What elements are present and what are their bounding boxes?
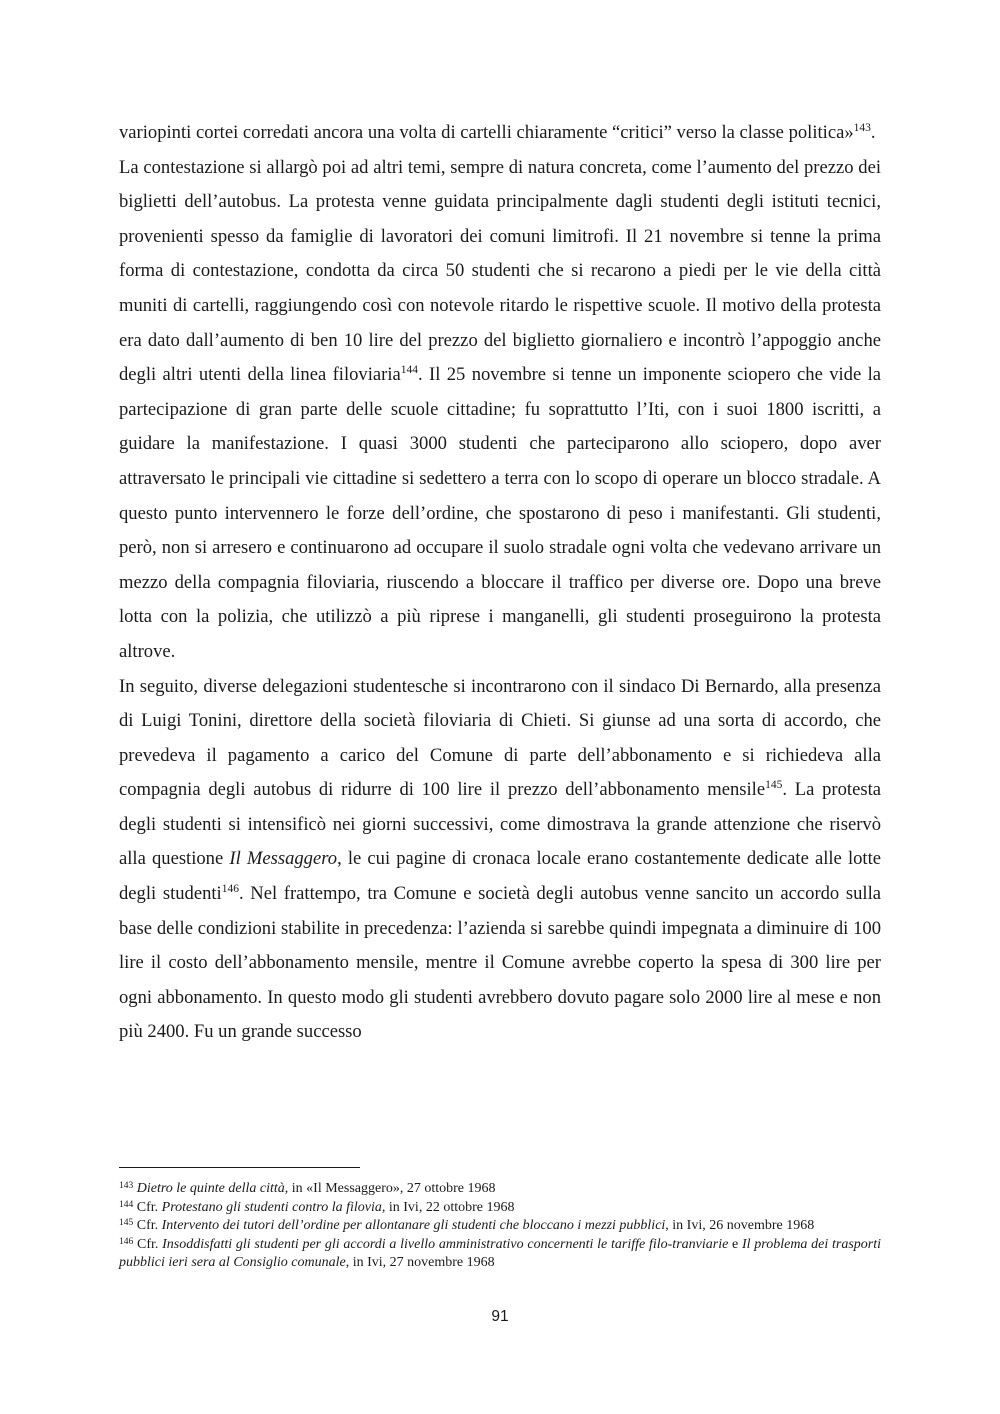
footnote-source-title: Il problema dei trasporti pubblici ieri sera al Consiglio comunale bbox=[119, 1236, 882, 1270]
footnote bbox=[119, 1236, 881, 1273]
footnote-citation: , in «Il Messaggero», 27 ottobre 1968 bbox=[284, 1181, 496, 1196]
body-text bbox=[119, 116, 881, 1050]
footnote bbox=[119, 1217, 881, 1236]
page-number: 91 bbox=[491, 1308, 509, 1325]
footnote-citation: in Ivi, 22 ottobre 1968 bbox=[385, 1199, 515, 1215]
footnotes bbox=[119, 1180, 881, 1273]
footnote-reference[interactable]: 146 bbox=[221, 883, 239, 896]
footnote bbox=[119, 1199, 881, 1218]
paragraph-text: . La protesta degli studenti si intensificò nei giorni successivi, come dimostrava la grande attenzione che riservò alla questione bbox=[119, 779, 881, 870]
paragraph-text: . bbox=[870, 122, 876, 143]
footnote-source-title: Insoddisfatti gli studenti per gli accordi a livello amministrativo concernenti le tariffe filo-tranviarie bbox=[162, 1236, 729, 1252]
paragraph bbox=[119, 670, 881, 1051]
paragraph bbox=[119, 151, 881, 670]
footnote-prefix: Cfr. bbox=[136, 1199, 162, 1215]
footnote-number: 144 bbox=[119, 1199, 134, 1210]
footnote-source-title: Dietro le quinte della città bbox=[136, 1181, 285, 1196]
paragraph-text: , le cui pagine di cronaca locale erano costantemente dedicate alle lotte degli studenti bbox=[119, 848, 881, 905]
footnote-citation: , in Ivi, 27 novembre 1968 bbox=[345, 1255, 495, 1270]
paragraph-text: La contestazione si allargò poi ad altri temi, sempre di natura concreta, come l’aumento del prezzo dei biglietti dell’autobus. La protesta venne guidata principalmente dagli studenti degli istituti tecnici, provenienti spesso da famiglie di lavoratori dei comuni limitrofi. Il 21 novembre si tenne la prima forma di contestazione, condotta da circa 50 studenti che si recarono a piedi per le vie della città muniti di cartelli, raggiungendo così con notevole ritardo le rispettive scuole. Il motivo della protesta era dato dall’aumento di ben 10 lire del prezzo del biglietto giornaliero e incontrò l’appoggio anche degli altri utenti della linea filoviaria bbox=[119, 156, 881, 386]
paragraph-text: . Nel frattempo, tra Comune e società degli autobus venne sancito un accordo sulla base delle condizioni stabilite in precedenza: l’azienda si sarebbe quindi impegnata a diminuire di 100 lire il costo dell’abbonamento mensile, mentre il Comune avrebbe coperto la spesa di 300 lire per ogni abbonamento. In questo modo gli studenti avrebbero dovuto pagare solo 2000 lire al mese e non più 2400. Fu un grande successo bbox=[119, 883, 881, 1043]
footnote-source-title: Protestano gli studenti contro la filovia, bbox=[161, 1199, 386, 1215]
footnote-number: 146 bbox=[119, 1236, 134, 1247]
footnote-reference[interactable]: 144 bbox=[400, 364, 418, 377]
paragraph bbox=[119, 116, 881, 151]
footnote-prefix: Cfr. bbox=[136, 1218, 162, 1233]
footnote-number: 145 bbox=[119, 1218, 134, 1228]
paragraph-text: . Il 25 novembre si tenne un imponente sciopero che vide la partecipazione di gran parte delle scuole cittadine; fu soprattutto l’Iti, con i suoi 1800 iscritti, a guidare la manifestazione. I quasi 3000 studenti che parteciparono allo sciopero, dopo aver attraversato le principali vie cittadine si sedettero a terra con lo scopo di operare un blocco stradale. A questo punto intervennero le forze dell’ordine, che spostarono di peso i manifestanti. Gli studenti, però, non si arresero e continuarono ad occupare il suolo stradale ogni volta che vedevano arrivare un mezzo della compagnia filoviaria, riuscendo a bloccare il traffico per diverse ore. Dopo una breve lotta con la polizia, che utilizzò a più riprese i manganelli, gli studenti proseguirono la protesta altrove. bbox=[119, 364, 882, 662]
footnote-prefix: Cfr. bbox=[137, 1236, 163, 1252]
paragraph-text: variopinti cortei corredati ancora una volta di cartelli chiaramente “critici” verso la classe politica» bbox=[119, 122, 854, 143]
newspaper-title: Il Messaggero bbox=[229, 848, 338, 870]
footnote-separator bbox=[119, 1167, 360, 1168]
paragraph-text: In seguito, diverse delegazioni studentesche si incontrarono con il sindaco Di Bernardo, alla presenza di Luigi Tonini, direttore della società filoviaria di Chieti. Si giunse ad una sorta di accordo, che prevedeva il pagamento a carico del Comune di parte dell’abbonamento e si richiedeva alla compagnia degli autobus di ridurre di 100 lire il prezzo dell’abbonamento mensile bbox=[119, 675, 881, 801]
footnote bbox=[119, 1180, 881, 1199]
footnote-conjunction: e bbox=[728, 1236, 742, 1252]
footnote-source-title: Intervento dei tutori dell’ordine per allontanare gli studenti che bloccano i mezzi pubblici bbox=[161, 1218, 666, 1233]
footnote-reference[interactable]: 145 bbox=[765, 779, 783, 792]
footnote-reference[interactable]: 143 bbox=[853, 122, 871, 134]
footnote-citation: , in Ivi, 26 novembre 1968 bbox=[665, 1218, 815, 1233]
footnote-number: 143 bbox=[119, 1181, 134, 1191]
